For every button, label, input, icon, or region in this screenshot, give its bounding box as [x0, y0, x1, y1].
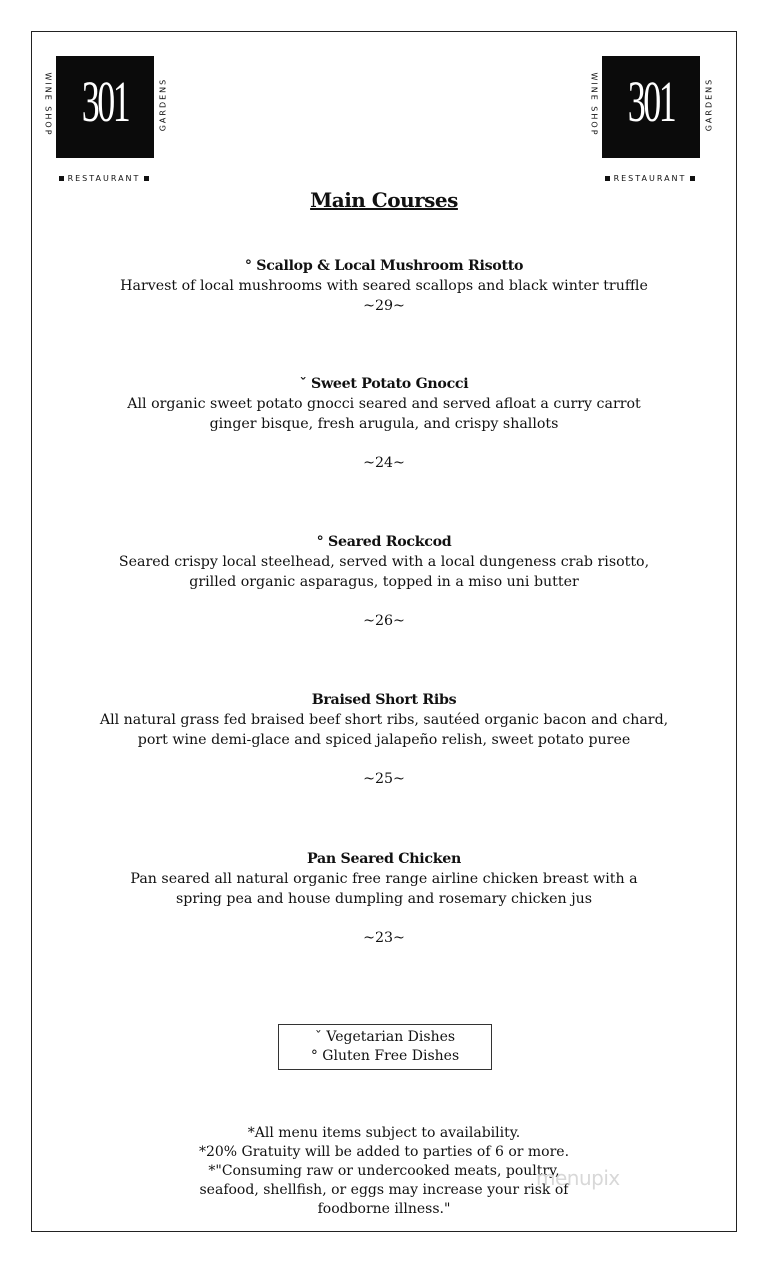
dish-description: All organic sweet potato gnocci seared and served afloat a curry carrot ginger bisque, fresh arugula, and crispy shallots: [127, 396, 641, 432]
dish-price: ~29~: [363, 298, 405, 314]
logo-wine-shop: WINE SHOP: [43, 72, 53, 137]
logo-gardens: GARDENS: [158, 77, 168, 132]
dish-description: Pan seared all natural organic free range airline chicken breast with a spring pea and house dumpling and rosemary chicken jus: [130, 871, 638, 907]
dish-name: Braised Short Ribs: [311, 692, 457, 708]
logo-wine-shop: WINE SHOP: [589, 72, 599, 137]
dish-name: ˇ Sweet Potato Gnocci: [299, 376, 469, 392]
dietary-legend: [278, 1024, 492, 1070]
dish-price: ~25~: [363, 771, 405, 787]
legend-gluten-free: ° Gluten Free Dishes: [310, 1048, 460, 1064]
logo-right: [578, 32, 714, 183]
dish-item: [60, 374, 708, 473]
dish-item: [60, 849, 708, 948]
dish-item: [60, 532, 708, 631]
logo-gardens: GARDENS: [704, 77, 714, 132]
dish-description: Seared crispy local steelhead, served with a local dungeness crab risotto, grilled organic asparagus, topped in a miso uni butter: [118, 554, 650, 590]
dish-item: [60, 256, 708, 316]
dish-name: Pan Seared Chicken: [307, 851, 461, 867]
logo-number: 301: [81, 69, 129, 134]
dish-description: All natural grass fed braised beef short ribs, sautéed organic bacon and chard, port wine demi-glace and spiced jalapeño relish, sweet potato puree: [99, 712, 669, 748]
logo-restaurant: RESTAURANT: [40, 174, 168, 183]
page-title: Main Courses: [310, 188, 458, 212]
logo-number: 301: [627, 69, 675, 134]
dish-name: ° Seared Rockcod: [316, 534, 452, 550]
note-gratuity: *20% Gratuity will be added to parties of 6 or more.: [198, 1144, 570, 1160]
legend-vegetarian: ˇ Vegetarian Dishes: [314, 1029, 456, 1045]
dish-price: ~26~: [363, 613, 405, 629]
dish-price: ~24~: [363, 455, 405, 471]
dish-name: ° Scallop & Local Mushroom Risotto: [244, 258, 524, 274]
watermark: menupix: [536, 1166, 620, 1190]
note-availability: *All menu items subject to availability.: [247, 1125, 521, 1141]
dish-description: Harvest of local mushrooms with seared scallops and black winter truffle: [120, 278, 648, 294]
logo-left: [32, 32, 168, 183]
logo-restaurant: RESTAURANT: [586, 174, 714, 183]
dish-item: [60, 690, 708, 789]
note-raw-food-warning: *"Consuming raw or undercooked meats, poultry, seafood, shellfish, or eggs may increase your risk of foodborne illness.": [199, 1163, 569, 1217]
dish-price: ~23~: [363, 930, 405, 946]
